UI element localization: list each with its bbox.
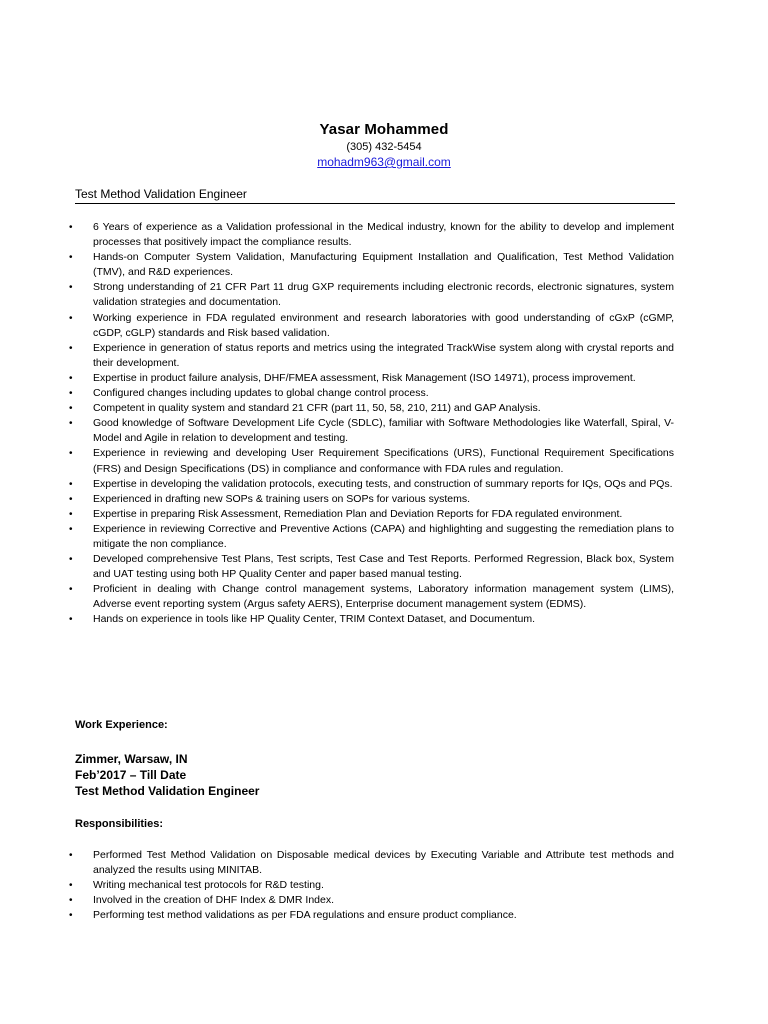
list-item-text: Experience in generation of status reports and metrics using the integrated TrackWise system along with crystal reports and their development. (93, 341, 674, 369)
list-item-text: Expertise in product failure analysis, DHF/FMEA assessment, Risk Management (ISO 14971), process improvement. (93, 371, 636, 384)
bullet-icon: • (69, 584, 73, 596)
responsibilities-heading: Responsibilities: (75, 818, 164, 830)
employment-dates: Feb’2017 – Till Date (75, 768, 187, 782)
list-item (60, 416, 674, 446)
list-item (60, 612, 674, 627)
list-item (60, 311, 674, 341)
list-item (60, 341, 674, 371)
employer: Zimmer, Warsaw, IN (75, 752, 188, 766)
list-item-text: Involved in the creation of DHF Index & DMR Index. (93, 894, 335, 907)
bullet-icon: • (69, 312, 73, 324)
list-item (60, 446, 674, 476)
bullet-icon: • (69, 880, 73, 892)
list-item-text: Performed Test Method Validation on Disposable medical devices by Executing Variable and Attribute test methods and analyzed the results using MINITAB. (93, 849, 674, 877)
list-item-text: 6 Years of experience as a Validation professional in the Medical industry, known for the ability to develop and implement processes that positively impact the compliance results. (93, 221, 674, 249)
bullet-icon: • (69, 910, 73, 922)
list-item (60, 522, 674, 552)
list-item-text: Expertise in preparing Risk Assessment, Remediation Plan and Deviation Reports for FDA regulated environment. (93, 507, 623, 520)
list-item-text: Working experience in FDA regulated environment and research laboratories with good understanding of cGxP (cGMP, cGDP, cGLP) standards and Risk based validation. (93, 311, 674, 339)
bullet-icon: • (69, 478, 73, 490)
list-item (60, 552, 674, 582)
list-item (60, 878, 674, 893)
bullet-icon: • (69, 614, 73, 626)
list-item-text: Good knowledge of Software Development Life Cycle (SDLC), familiar with Software Methodologies like Waterfall, Spiral, V-Model and Agile in relation to development and testing. (93, 417, 674, 445)
work-experience-heading: Work Experience: (75, 719, 168, 731)
bullet-icon: • (69, 388, 73, 400)
candidate-name: Yasar Mohammed (319, 121, 449, 138)
bullet-icon: • (69, 448, 73, 460)
phone-number: (305) 432-5454 (346, 141, 422, 153)
bullet-icon: • (69, 372, 73, 384)
bullet-icon: • (69, 493, 73, 505)
list-item (60, 908, 674, 923)
list-item-text: Experienced in drafting new SOPs & training users on SOPs for various systems. (93, 492, 471, 505)
bullet-icon: • (69, 850, 73, 861)
list-item (60, 401, 674, 416)
list-item (60, 386, 674, 401)
list-item-text: Writing mechanical test protocols for R&D testing. (93, 879, 324, 892)
bullet-icon: • (69, 342, 73, 354)
bullet-icon: • (69, 554, 73, 566)
list-item (60, 477, 674, 492)
list-item (60, 371, 674, 386)
list-item-text: Configured changes including updates to global change control process. (93, 387, 429, 400)
email-link[interactable]: mohadm963@gmail.com (317, 155, 451, 169)
list-item-text: Developed comprehensive Test Plans, Test scripts, Test Case and Test Reports. Performed Regression, Black box, System and UAT testing using both HP Quality Center and paper based manual testing. (93, 553, 674, 581)
bullet-icon: • (69, 403, 73, 415)
bullet-icon: • (69, 282, 73, 294)
list-item (60, 848, 674, 878)
summary-list (60, 220, 674, 628)
list-item-text: Performing test method validations as per FDA regulations and ensure product compliance. (93, 909, 517, 922)
bullet-icon: • (69, 895, 73, 907)
list-item (60, 582, 674, 612)
list-item (60, 250, 674, 280)
list-item (60, 507, 674, 522)
list-item (60, 492, 674, 507)
list-item (60, 220, 674, 250)
list-item-text: Experience in reviewing Corrective and Preventive Actions (CAPA) and highlighting and suggesting the remediation plans to mitigate the non compliance. (93, 522, 674, 550)
list-item-text: Competent in quality system and standard 21 CFR (part 11, 50, 58, 210, 211) and GAP Analysis. (93, 402, 541, 415)
list-item-text: Proficient in dealing with Change control management systems, Laboratory information management system (LIMS), Adverse event reporting system (Argus safety AERS), Enterprise document management system (EDMS). (93, 583, 674, 611)
bullet-icon: • (69, 418, 73, 430)
responsibilities-list (60, 848, 674, 923)
bullet-icon: • (69, 252, 73, 264)
bullet-icon: • (69, 523, 73, 535)
list-item-text: Hands on experience in tools like HP Quality Center, TRIM Context Dataset, and Documentum. (93, 613, 535, 626)
list-item-text: Expertise in developing the validation protocols, executing tests, and construction of summary reports for IQs, OQs and PQs. (93, 477, 673, 490)
bullet-icon: • (69, 222, 73, 233)
list-item-text: Experience in reviewing and developing User Requirement Specifications (URS), Functional Requirement Specifications (FRS) and Design Specifications (DS) in compliance and conformance with FDA rules and regulation. (93, 447, 674, 475)
job-title: Test Method Validation Engineer (75, 784, 260, 798)
list-item-text: Strong understanding of 21 CFR Part 11 drug GXP requirements including electronic records, electronic signatures, system validation strategies and documentation. (93, 281, 674, 309)
professional-headline: Test Method Validation Engineer (75, 187, 675, 204)
list-item (60, 893, 674, 908)
list-item-text: Hands-on Computer System Validation, Manufacturing Equipment Installation and Qualification, Test Method Validation (TMV), and R&D experiences. (93, 251, 674, 279)
bullet-icon: • (69, 508, 73, 520)
list-item (60, 280, 674, 310)
